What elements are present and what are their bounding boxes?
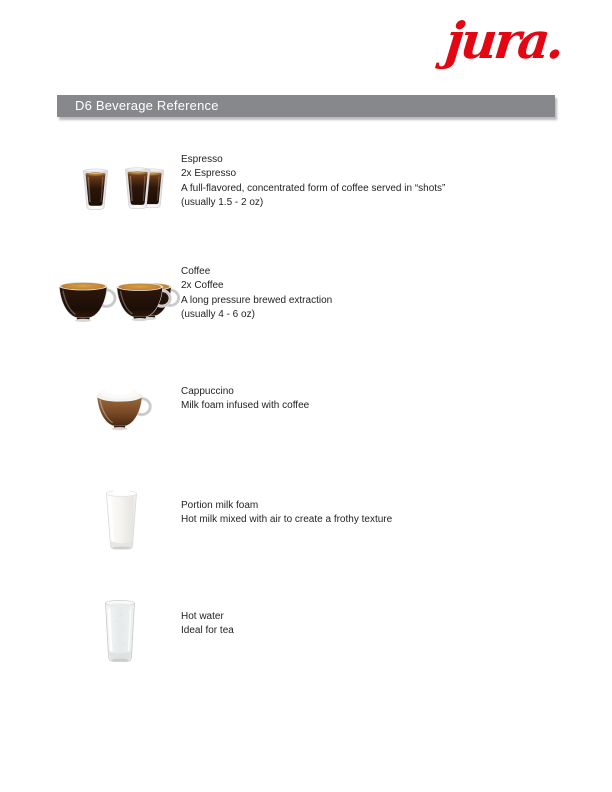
beverage-volume: (usually 4 - 6 oz) xyxy=(181,309,255,321)
beverage-name: Hot water xyxy=(181,611,224,622)
beverage-name: Portion milk foam xyxy=(181,500,259,511)
milk-foam-glass-icon xyxy=(103,489,140,553)
beverage-detail: Ideal for tea xyxy=(181,625,234,637)
hot-water-glass-icon xyxy=(102,599,138,668)
beverage-variant: 2x Coffee xyxy=(181,280,224,292)
espresso-glass-icon xyxy=(80,167,111,212)
beverage-detail: Milk foam infused with coffee xyxy=(181,400,310,412)
double-espresso-glasses-icon xyxy=(122,166,167,211)
beverage-detail: A full-flavored, concentrated form of coffee served in “shots” xyxy=(181,182,446,194)
double-coffee-cups-icon xyxy=(115,280,181,324)
beverage-volume: (usually 1.5 - 2 oz) xyxy=(181,197,264,209)
coffee-description xyxy=(181,265,332,323)
section-title: D6 Beverage Reference xyxy=(75,98,219,113)
beverage-detail: A long pressure brewed extraction xyxy=(181,294,333,306)
jura-logo: jura. xyxy=(443,11,566,70)
espresso-description xyxy=(181,153,445,211)
beverage-name: Coffee xyxy=(181,266,211,277)
coffee-cup-icon xyxy=(57,279,117,325)
cappuccino-description xyxy=(181,385,309,414)
milk-foam-description xyxy=(181,499,392,528)
cappuccino-cup-icon xyxy=(95,386,152,433)
section-header-bar xyxy=(57,95,555,117)
beverage-detail: Hot milk mixed with air to create a frothy texture xyxy=(181,514,393,526)
beverage-name: Cappuccino xyxy=(181,386,234,397)
beverage-variant: 2x Espresso xyxy=(181,168,237,180)
beverage-name: Espresso xyxy=(181,154,223,165)
hot-water-description xyxy=(181,610,234,639)
